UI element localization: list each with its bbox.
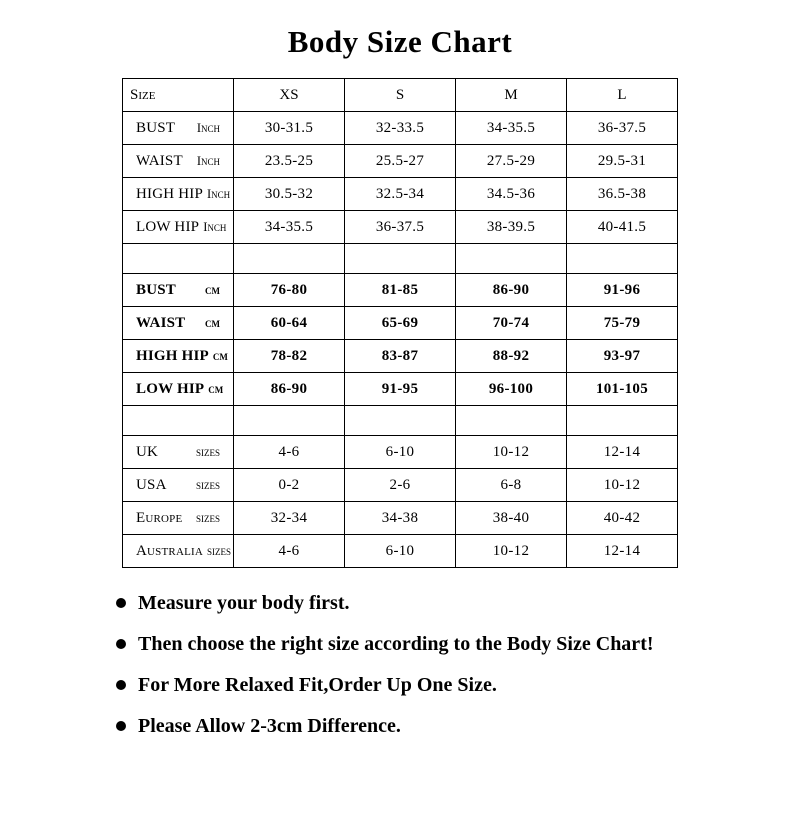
cell-value: 6-10 xyxy=(345,535,456,568)
table-row xyxy=(123,145,678,178)
table-row xyxy=(123,535,678,568)
cell-value: 32-33.5 xyxy=(345,112,456,145)
table-row xyxy=(123,307,678,340)
row-unit-text: sizes xyxy=(207,543,232,558)
cell-value: 70-74 xyxy=(456,307,567,340)
page-title: Body Size Chart xyxy=(287,24,513,59)
spacer-cell xyxy=(234,244,345,274)
cell-value: 36-37.5 xyxy=(345,211,456,244)
cell-value: 34.5-36 xyxy=(456,178,567,211)
cell-value: 65-69 xyxy=(345,307,456,340)
list-item xyxy=(116,713,700,740)
column-header-size: Size xyxy=(123,79,234,112)
row-unit-text: Inch xyxy=(207,186,231,201)
note-text: Measure your body first. xyxy=(138,592,350,614)
cell-value: 96-100 xyxy=(456,373,567,406)
cell-value: 83-87 xyxy=(345,340,456,373)
cell-value: 4-6 xyxy=(234,535,345,568)
cell-value: 34-35.5 xyxy=(456,112,567,145)
cell-value: 81-85 xyxy=(345,274,456,307)
cell-value: 4-6 xyxy=(234,436,345,469)
row-label-bust-cm xyxy=(123,274,234,307)
row-unit-text: Inch xyxy=(196,120,220,135)
cell-value: 25.5-27 xyxy=(345,145,456,178)
cell-value: 38-40 xyxy=(456,502,567,535)
note-text: Please Allow 2-3cm Difference. xyxy=(138,715,401,737)
row-unit-text: cm xyxy=(208,381,224,396)
row-label-text: UK xyxy=(136,443,159,460)
list-item xyxy=(116,631,700,658)
cell-value: 40-41.5 xyxy=(567,211,678,244)
cell-value: 91-95 xyxy=(345,373,456,406)
cell-value: 86-90 xyxy=(456,274,567,307)
cell-value: 76-80 xyxy=(234,274,345,307)
row-label-waist-cm xyxy=(123,307,234,340)
cell-value: 34-38 xyxy=(345,502,456,535)
row-unit-text: cm xyxy=(212,348,228,363)
cell-value: 6-10 xyxy=(345,436,456,469)
row-label-text: BUST xyxy=(136,119,176,136)
row-label-text: BUST xyxy=(136,281,176,298)
cell-value: 101-105 xyxy=(567,373,678,406)
row-label-text: WAIST xyxy=(136,314,186,331)
row-unit-text: cm xyxy=(205,315,220,330)
size-chart-container xyxy=(122,78,678,568)
row-label-text: LOW HIP xyxy=(136,218,200,235)
table-row xyxy=(123,340,678,373)
cell-value: 32-34 xyxy=(234,502,345,535)
table-row xyxy=(123,469,678,502)
list-item xyxy=(116,590,700,617)
spacer-cell xyxy=(456,244,567,274)
table-row xyxy=(123,502,678,535)
table-row xyxy=(123,112,678,145)
row-label-text: Europe xyxy=(136,509,183,526)
spacer-cell xyxy=(123,406,234,436)
cell-value: 93-97 xyxy=(567,340,678,373)
cell-value: 32.5-34 xyxy=(345,178,456,211)
cell-value: 38-39.5 xyxy=(456,211,567,244)
cell-value: 40-42 xyxy=(567,502,678,535)
column-header-l: L xyxy=(567,79,678,112)
cell-value: 78-82 xyxy=(234,340,345,373)
bullet-icon xyxy=(116,598,126,608)
row-label-bust-inch xyxy=(123,112,234,145)
cell-value: 27.5-29 xyxy=(456,145,567,178)
bullet-icon xyxy=(116,680,126,690)
note-text: Then choose the right size according to the Body Size Chart! xyxy=(138,633,654,655)
cell-value: 30.5-32 xyxy=(234,178,345,211)
row-label-high-hip-cm xyxy=(123,340,234,373)
table-row xyxy=(123,211,678,244)
row-label-text: HIGH HIP xyxy=(136,185,204,202)
cell-value: 23.5-25 xyxy=(234,145,345,178)
cell-value: 10-12 xyxy=(567,469,678,502)
table-row xyxy=(123,274,678,307)
row-label-waist-inch xyxy=(123,145,234,178)
table-spacer-row xyxy=(123,244,678,274)
row-label-australia xyxy=(123,535,234,568)
row-label-text: Australia xyxy=(136,542,204,559)
cell-value: 29.5-31 xyxy=(567,145,678,178)
cell-value: 36.5-38 xyxy=(567,178,678,211)
cell-value: 91-96 xyxy=(567,274,678,307)
row-label-low-hip-inch xyxy=(123,211,234,244)
cell-value: 12-14 xyxy=(567,535,678,568)
table-spacer-row xyxy=(123,406,678,436)
spacer-cell xyxy=(234,406,345,436)
cell-value: 6-8 xyxy=(456,469,567,502)
row-label-high-hip-inch xyxy=(123,178,234,211)
cell-value: 60-64 xyxy=(234,307,345,340)
row-label-usa xyxy=(123,469,234,502)
row-label-text: WAIST xyxy=(136,152,183,169)
cell-value: 75-79 xyxy=(567,307,678,340)
table-header-row xyxy=(123,79,678,112)
row-unit-text: Inch xyxy=(203,219,227,234)
table-row xyxy=(123,178,678,211)
row-label-text: LOW HIP xyxy=(136,380,205,397)
notes-list xyxy=(100,590,700,740)
row-label-low-hip-cm xyxy=(123,373,234,406)
table-row xyxy=(123,373,678,406)
cell-value: 34-35.5 xyxy=(234,211,345,244)
row-label-europe xyxy=(123,502,234,535)
spacer-cell xyxy=(567,406,678,436)
cell-value: 36-37.5 xyxy=(567,112,678,145)
row-unit-text: sizes xyxy=(195,444,220,459)
row-label-text: USA xyxy=(136,476,167,493)
cell-value: 2-6 xyxy=(345,469,456,502)
cell-value: 86-90 xyxy=(234,373,345,406)
cell-value: 10-12 xyxy=(456,436,567,469)
spacer-cell xyxy=(456,406,567,436)
column-header-xs: XS xyxy=(234,79,345,112)
column-header-m: M xyxy=(456,79,567,112)
list-item xyxy=(116,672,700,699)
spacer-cell xyxy=(345,244,456,274)
column-header-s: S xyxy=(345,79,456,112)
spacer-cell xyxy=(567,244,678,274)
row-label-uk xyxy=(123,436,234,469)
bullet-icon xyxy=(116,721,126,731)
cell-value: 0-2 xyxy=(234,469,345,502)
note-text: For More Relaxed Fit,Order Up One Size. xyxy=(138,674,497,696)
cell-value: 88-92 xyxy=(456,340,567,373)
row-unit-text: sizes xyxy=(195,477,220,492)
spacer-cell xyxy=(345,406,456,436)
table-row xyxy=(123,436,678,469)
body-size-chart-page xyxy=(0,24,800,824)
row-label-text: HIGH HIP xyxy=(136,347,209,364)
row-unit-text: Inch xyxy=(196,153,220,168)
row-unit-text: sizes xyxy=(195,510,220,525)
row-unit-text: cm xyxy=(205,282,220,297)
cell-value: 10-12 xyxy=(456,535,567,568)
size-chart-table xyxy=(122,78,678,568)
bullet-icon xyxy=(116,639,126,649)
cell-value: 12-14 xyxy=(567,436,678,469)
cell-value: 30-31.5 xyxy=(234,112,345,145)
spacer-cell xyxy=(123,244,234,274)
